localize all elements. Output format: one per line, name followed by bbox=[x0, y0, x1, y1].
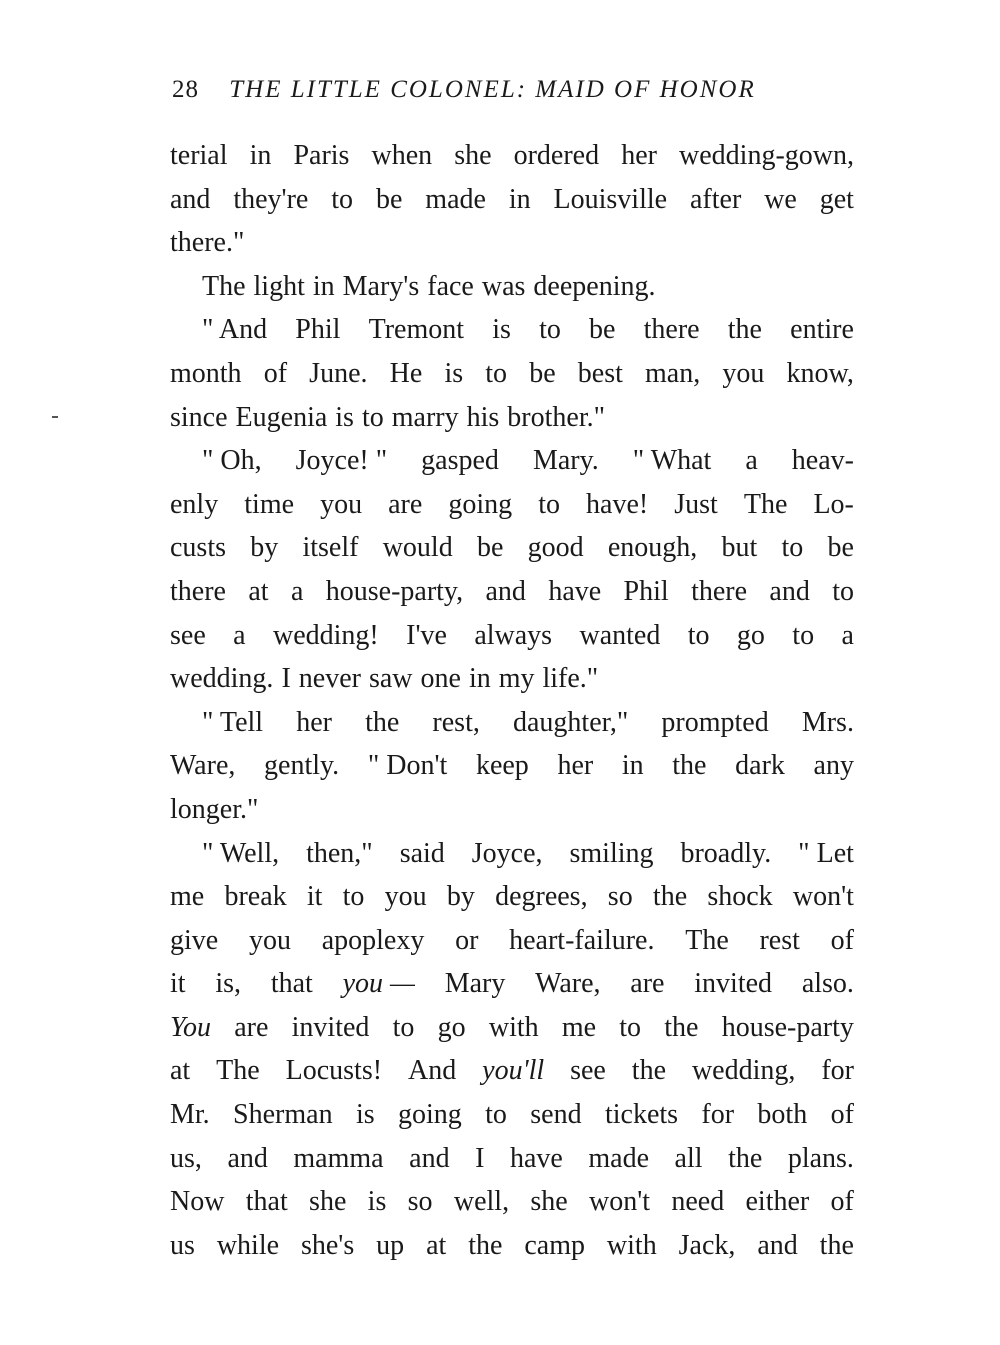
word: the bbox=[468, 1229, 503, 1261]
word: you bbox=[384, 881, 427, 913]
word: us, bbox=[170, 1142, 202, 1174]
text-line bbox=[170, 832, 854, 876]
word: since bbox=[170, 401, 228, 433]
word: plans. bbox=[787, 1142, 854, 1174]
text-line bbox=[170, 178, 854, 222]
word: in bbox=[312, 270, 335, 302]
page-number: 28 bbox=[172, 76, 199, 103]
word: you bbox=[320, 488, 363, 520]
word: at bbox=[170, 1055, 191, 1087]
word: in bbox=[508, 183, 531, 215]
word: Joyce! " bbox=[295, 445, 388, 477]
word: a bbox=[745, 445, 758, 477]
word: invited bbox=[694, 968, 773, 1000]
word: his bbox=[466, 401, 500, 433]
word: mamma bbox=[293, 1142, 384, 1174]
word: going bbox=[448, 488, 513, 520]
text-line bbox=[170, 962, 854, 1006]
word: face bbox=[427, 270, 474, 302]
word: He bbox=[389, 357, 423, 389]
word: me bbox=[561, 1011, 597, 1043]
word: there bbox=[691, 575, 748, 607]
word: the bbox=[728, 1142, 763, 1174]
word: be bbox=[375, 183, 403, 215]
text-line bbox=[170, 614, 854, 658]
word: house-party, bbox=[325, 575, 464, 607]
word: to bbox=[342, 881, 365, 913]
word: marry bbox=[391, 401, 459, 433]
word: terial bbox=[170, 140, 228, 171]
word: would bbox=[382, 532, 453, 564]
word: with bbox=[606, 1229, 657, 1261]
word: " Tell bbox=[202, 706, 264, 738]
word: enly bbox=[170, 488, 219, 520]
text-line bbox=[170, 1093, 854, 1137]
word: saw bbox=[368, 663, 413, 695]
text-line bbox=[170, 221, 854, 265]
word: " What bbox=[632, 445, 712, 477]
word: there bbox=[170, 575, 226, 607]
word: it bbox=[170, 968, 186, 1000]
word: both bbox=[757, 1099, 808, 1131]
word: she's bbox=[300, 1229, 355, 1261]
word: at bbox=[248, 575, 269, 607]
word: her bbox=[557, 750, 594, 782]
text-line bbox=[170, 570, 854, 614]
word: Now bbox=[170, 1186, 225, 1218]
word: go bbox=[736, 619, 765, 651]
word: her bbox=[296, 706, 332, 738]
word: us bbox=[170, 1229, 195, 1261]
word: wanted bbox=[579, 619, 661, 651]
word: after bbox=[689, 183, 742, 215]
word: Mrs. bbox=[801, 706, 854, 738]
word: to bbox=[485, 1099, 507, 1131]
word: the bbox=[672, 750, 707, 782]
word: dark bbox=[735, 750, 785, 782]
word: Ware, bbox=[535, 968, 601, 1000]
word: me bbox=[170, 881, 205, 913]
word: at bbox=[426, 1229, 447, 1261]
word: man, bbox=[645, 357, 701, 389]
word: Locusts! bbox=[285, 1055, 383, 1087]
word: is bbox=[355, 1099, 375, 1131]
word: while bbox=[216, 1229, 280, 1261]
text-line bbox=[170, 483, 854, 527]
text-line bbox=[170, 919, 854, 963]
word: won't bbox=[792, 881, 854, 913]
word: The bbox=[216, 1055, 260, 1087]
text-line bbox=[170, 352, 854, 396]
word: be bbox=[827, 532, 854, 564]
word: by bbox=[446, 881, 475, 913]
word: rest bbox=[759, 924, 800, 956]
word: Just bbox=[674, 488, 718, 520]
word: any bbox=[813, 750, 854, 782]
word: made bbox=[425, 183, 486, 215]
word: it bbox=[306, 881, 323, 913]
word: heav- bbox=[791, 445, 854, 477]
word: smiling bbox=[569, 837, 654, 869]
word: Phil bbox=[295, 314, 341, 346]
margin-mark bbox=[52, 416, 58, 418]
word: the bbox=[819, 1229, 854, 1261]
word: a bbox=[841, 619, 854, 651]
word: entire bbox=[790, 314, 854, 346]
word: prompted bbox=[661, 706, 769, 738]
word: have! bbox=[586, 488, 649, 520]
word: for bbox=[701, 1099, 735, 1131]
word: was bbox=[481, 270, 526, 302]
word: " Don't bbox=[367, 750, 448, 782]
word: brother." bbox=[507, 401, 606, 433]
word: you bbox=[722, 357, 765, 389]
text-line bbox=[170, 526, 854, 570]
word: Sherman bbox=[233, 1099, 333, 1131]
text-line bbox=[170, 1137, 854, 1181]
word: apoplexy bbox=[321, 924, 425, 956]
word: said bbox=[399, 837, 445, 869]
word: The bbox=[685, 924, 729, 956]
word: is bbox=[444, 357, 464, 389]
text-line bbox=[170, 788, 854, 832]
word: " Let bbox=[798, 837, 854, 869]
word: and bbox=[769, 575, 810, 607]
word: You bbox=[170, 1011, 212, 1043]
word: you bbox=[248, 924, 291, 956]
word: enough, bbox=[607, 532, 698, 564]
word: and bbox=[170, 183, 211, 215]
word: to bbox=[331, 183, 354, 215]
word: the bbox=[365, 706, 400, 738]
word: be bbox=[589, 314, 616, 346]
word: wedding-gown, bbox=[679, 140, 854, 171]
word: my bbox=[498, 663, 535, 695]
word: Mary. bbox=[532, 445, 599, 477]
word: best bbox=[577, 357, 623, 389]
text-line bbox=[170, 1224, 854, 1268]
word: Ware, bbox=[170, 750, 236, 782]
word: shock bbox=[707, 881, 773, 913]
word: see bbox=[170, 619, 206, 651]
word: they're bbox=[233, 183, 309, 215]
word: and bbox=[485, 575, 526, 607]
word: is bbox=[367, 1186, 387, 1218]
word: to bbox=[832, 575, 854, 607]
body-text bbox=[170, 134, 854, 1267]
word: send bbox=[530, 1099, 582, 1131]
word: " Well, bbox=[202, 837, 280, 869]
word: her bbox=[621, 140, 657, 171]
word: going bbox=[397, 1099, 462, 1131]
word: in bbox=[621, 750, 644, 782]
word: to bbox=[781, 532, 804, 564]
word: are bbox=[234, 1011, 269, 1043]
word: time bbox=[244, 488, 295, 520]
word: in bbox=[249, 140, 272, 171]
word: wedding, bbox=[691, 1055, 796, 1087]
word: in bbox=[468, 663, 491, 695]
word: of bbox=[830, 1099, 854, 1131]
word: she bbox=[454, 140, 492, 171]
word: I bbox=[475, 1142, 485, 1174]
word: but bbox=[721, 532, 758, 564]
word: wedding! bbox=[272, 619, 379, 651]
word: for bbox=[821, 1055, 854, 1087]
word: gently. bbox=[264, 750, 340, 782]
text-line bbox=[170, 744, 854, 788]
word: life." bbox=[542, 663, 599, 695]
word: I bbox=[281, 663, 291, 695]
text-line bbox=[170, 701, 854, 745]
text-line bbox=[170, 1049, 854, 1093]
word: have bbox=[548, 575, 602, 607]
word: to bbox=[792, 619, 815, 651]
word: of bbox=[263, 357, 288, 389]
word: keep bbox=[475, 750, 529, 782]
word: wedding. bbox=[170, 663, 274, 695]
word: house-party bbox=[721, 1011, 854, 1043]
word: or bbox=[455, 924, 479, 956]
word: to bbox=[361, 401, 384, 433]
word: either bbox=[745, 1186, 810, 1218]
word: and bbox=[757, 1229, 798, 1261]
word: break bbox=[224, 881, 287, 913]
word: to bbox=[687, 619, 710, 651]
word: Paris bbox=[293, 140, 350, 171]
word: made bbox=[588, 1142, 649, 1174]
word: we bbox=[764, 183, 797, 215]
word: there bbox=[643, 314, 700, 346]
word: with bbox=[488, 1011, 539, 1043]
word: June. bbox=[309, 357, 368, 389]
word: Jack, bbox=[678, 1229, 736, 1261]
word: need bbox=[671, 1186, 725, 1218]
word: of bbox=[830, 924, 854, 956]
word: I've bbox=[406, 619, 447, 651]
word: The bbox=[743, 488, 788, 520]
word: gasped bbox=[421, 445, 499, 477]
word: the bbox=[652, 881, 688, 913]
word: she bbox=[530, 1186, 568, 1218]
word: be bbox=[529, 357, 556, 389]
word: good bbox=[527, 532, 584, 564]
word: up bbox=[376, 1229, 405, 1261]
word: you'll bbox=[482, 1055, 545, 1087]
text-line bbox=[170, 1006, 854, 1050]
word: so bbox=[407, 1186, 433, 1218]
word: and bbox=[409, 1142, 450, 1174]
word: itself bbox=[302, 532, 359, 564]
word: always bbox=[474, 619, 553, 651]
word: one bbox=[420, 663, 461, 695]
word: a bbox=[233, 619, 246, 651]
word: " Oh, bbox=[202, 445, 262, 477]
word: The bbox=[202, 270, 246, 302]
word: Joyce, bbox=[471, 837, 543, 869]
running-header bbox=[172, 72, 852, 108]
word: never bbox=[298, 663, 361, 695]
word: Lo- bbox=[813, 488, 854, 520]
text-line bbox=[170, 265, 854, 309]
word: deepening. bbox=[533, 270, 656, 302]
text-line bbox=[170, 134, 854, 178]
word: the bbox=[727, 314, 762, 346]
word: give bbox=[170, 924, 219, 956]
word: to bbox=[619, 1011, 642, 1043]
word: also. bbox=[801, 968, 854, 1000]
word: a bbox=[290, 575, 304, 607]
word: And bbox=[408, 1055, 457, 1087]
word: there." bbox=[170, 227, 245, 259]
word: by bbox=[250, 532, 279, 564]
word: and bbox=[227, 1142, 268, 1174]
word: longer." bbox=[170, 793, 259, 825]
word: to bbox=[485, 357, 508, 389]
word: well, bbox=[453, 1186, 510, 1218]
word: heart-failure. bbox=[509, 924, 655, 956]
word: daughter," bbox=[512, 706, 629, 738]
word: get bbox=[819, 183, 854, 215]
word: custs bbox=[170, 532, 226, 564]
word: the bbox=[631, 1055, 667, 1087]
word: Mary bbox=[444, 968, 506, 1000]
word: you — bbox=[342, 968, 415, 1000]
word: light bbox=[253, 270, 305, 302]
text-line bbox=[170, 657, 854, 701]
word: are bbox=[630, 968, 665, 1000]
word: all bbox=[674, 1142, 703, 1174]
word: she bbox=[309, 1186, 347, 1218]
word: " And bbox=[202, 314, 268, 346]
word: then," bbox=[306, 837, 373, 869]
word: rest, bbox=[432, 706, 480, 738]
word: that bbox=[270, 968, 313, 1000]
word: so bbox=[607, 881, 633, 913]
word: to bbox=[539, 314, 561, 346]
word: see bbox=[570, 1055, 606, 1087]
word: Mary's bbox=[342, 270, 420, 302]
word: is bbox=[335, 401, 354, 433]
word: tickets bbox=[604, 1099, 679, 1131]
text-line bbox=[170, 439, 854, 483]
word: be bbox=[476, 532, 504, 564]
text-line bbox=[170, 875, 854, 919]
word: Eugenia bbox=[235, 401, 328, 433]
word: the bbox=[664, 1011, 699, 1043]
word: go bbox=[437, 1011, 466, 1043]
word: is, bbox=[215, 968, 242, 1000]
word: Tremont bbox=[368, 314, 465, 346]
word: ordered bbox=[513, 140, 600, 171]
word: invited bbox=[291, 1011, 370, 1043]
word: have bbox=[509, 1142, 563, 1174]
word: when bbox=[371, 140, 433, 171]
text-line bbox=[170, 308, 854, 352]
word: Phil bbox=[623, 575, 669, 607]
word: of bbox=[830, 1186, 854, 1218]
word: to bbox=[392, 1011, 415, 1043]
word: are bbox=[388, 488, 423, 520]
word: camp bbox=[524, 1229, 585, 1261]
word: month bbox=[170, 357, 242, 389]
word: broadly. bbox=[680, 837, 772, 869]
word: Mr. bbox=[170, 1099, 210, 1131]
word: know, bbox=[786, 357, 854, 389]
text-line bbox=[170, 1180, 854, 1224]
word: degrees, bbox=[495, 881, 588, 913]
word: to bbox=[538, 488, 560, 520]
word: Louisville bbox=[553, 183, 668, 215]
word: that bbox=[245, 1186, 288, 1218]
word: won't bbox=[589, 1186, 651, 1218]
text-line bbox=[170, 396, 854, 440]
running-title: THE LITTLE COLONEL: MAID OF HONOR bbox=[229, 76, 756, 103]
word: is bbox=[492, 314, 511, 346]
